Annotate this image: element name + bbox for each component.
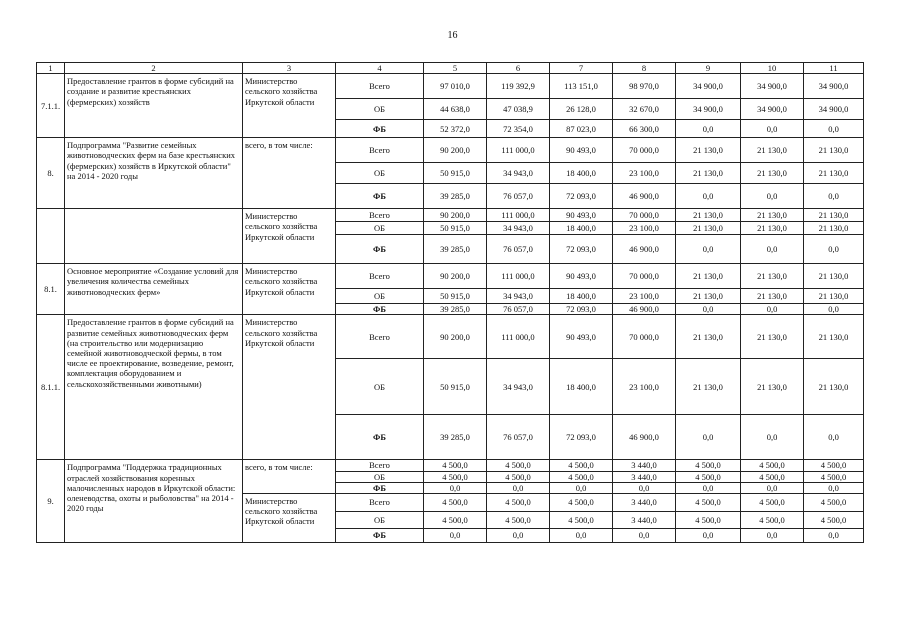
- amount-cell: 4 500,0: [424, 511, 487, 528]
- amount-cell: 46 900,0: [613, 184, 676, 209]
- funding-source: Всего: [336, 264, 424, 289]
- header-cell: 10: [741, 63, 804, 74]
- funding-source: ОБ: [336, 359, 424, 415]
- amount-cell: 76 057,0: [487, 304, 550, 315]
- amount-cell: 23 100,0: [613, 163, 676, 184]
- amount-cell: 0,0: [804, 235, 864, 264]
- amount-cell: 98 970,0: [613, 74, 676, 99]
- amount-cell: 4 500,0: [676, 471, 741, 482]
- funding-source: ОБ: [336, 511, 424, 528]
- amount-cell: 0,0: [487, 528, 550, 542]
- amount-cell: 21 130,0: [676, 163, 741, 184]
- funding-source: ФБ: [336, 304, 424, 315]
- amount-cell: 72 354,0: [487, 120, 550, 138]
- amount-cell: 34 943,0: [487, 163, 550, 184]
- amount-cell: 72 093,0: [550, 235, 613, 264]
- amount-cell: 0,0: [613, 482, 676, 493]
- amount-cell: 4 500,0: [424, 493, 487, 511]
- item-number: [37, 209, 65, 264]
- amount-cell: 111 000,0: [487, 138, 550, 163]
- amount-cell: 111 000,0: [487, 209, 550, 222]
- executor: Министерство сельского хозяйства Иркутской области: [243, 264, 336, 315]
- table-row: [37, 138, 864, 163]
- header-cell: 6: [487, 63, 550, 74]
- amount-cell: 4 500,0: [424, 471, 487, 482]
- amount-cell: 0,0: [550, 528, 613, 542]
- amount-cell: 76 057,0: [487, 184, 550, 209]
- amount-cell: 72 093,0: [550, 184, 613, 209]
- amount-cell: 23 100,0: [613, 289, 676, 304]
- amount-cell: 4 500,0: [676, 460, 741, 471]
- amount-cell: 21 130,0: [676, 209, 741, 222]
- amount-cell: 39 285,0: [424, 415, 487, 460]
- funding-source: ФБ: [336, 120, 424, 138]
- amount-cell: 0,0: [676, 235, 741, 264]
- amount-cell: 70 000,0: [613, 315, 676, 359]
- amount-cell: 21 130,0: [676, 289, 741, 304]
- table-row: [37, 264, 864, 289]
- funding-source: ОБ: [336, 163, 424, 184]
- funding-source: ФБ: [336, 482, 424, 493]
- amount-cell: 46 900,0: [613, 304, 676, 315]
- item-number: 8.1.: [37, 264, 65, 315]
- amount-cell: 76 057,0: [487, 415, 550, 460]
- amount-cell: 97 010,0: [424, 74, 487, 99]
- amount-cell: 21 130,0: [741, 315, 804, 359]
- funding-source: ФБ: [336, 235, 424, 264]
- funding-source: Всего: [336, 138, 424, 163]
- amount-cell: 4 500,0: [676, 511, 741, 528]
- executor: Министерство сельского хозяйства Иркутской области: [243, 74, 336, 138]
- amount-cell: 50 915,0: [424, 289, 487, 304]
- funding-source: ОБ: [336, 471, 424, 482]
- funding-source: ОБ: [336, 222, 424, 235]
- page-number: 16: [447, 30, 458, 41]
- item-number: 7.1.1.: [37, 74, 65, 138]
- amount-cell: 0,0: [676, 415, 741, 460]
- amount-cell: 90 200,0: [424, 138, 487, 163]
- amount-cell: 3 440,0: [613, 511, 676, 528]
- amount-cell: 70 000,0: [613, 209, 676, 222]
- amount-cell: 34 900,0: [741, 74, 804, 99]
- amount-cell: 87 023,0: [550, 120, 613, 138]
- amount-cell: 0,0: [741, 304, 804, 315]
- amount-cell: 46 900,0: [613, 235, 676, 264]
- header-cell: 1: [37, 63, 65, 74]
- amount-cell: 0,0: [741, 482, 804, 493]
- amount-cell: 0,0: [676, 528, 741, 542]
- item-name: Предоставление грантов в форме субсидий на развитие семейных животноводческих ферм (на строительство или модернизацию семейной животноводческой фермы, в том числе ее проектирование, возведение, ремонт, комплектация оборудованием и сельскохозяйственными животными): [65, 315, 243, 460]
- amount-cell: 0,0: [741, 415, 804, 460]
- header-cell: 5: [424, 63, 487, 74]
- amount-cell: 4 500,0: [487, 511, 550, 528]
- budget-table: [36, 62, 864, 543]
- amount-cell: 44 638,0: [424, 99, 487, 120]
- item-name: Подпрограмма "Развитие семейных животноводческих ферм на базе крестьянских (фермерских) хозяйств в Иркутской области" на 2014 - 2020 годы: [65, 138, 243, 209]
- header-cell: 2: [65, 63, 243, 74]
- amount-cell: 0,0: [613, 528, 676, 542]
- header-row: [37, 63, 864, 74]
- amount-cell: 72 093,0: [550, 415, 613, 460]
- funding-source: Всего: [336, 315, 424, 359]
- amount-cell: 70 000,0: [613, 264, 676, 289]
- amount-cell: 46 900,0: [613, 415, 676, 460]
- amount-cell: 90 200,0: [424, 264, 487, 289]
- funding-source: ФБ: [336, 184, 424, 209]
- amount-cell: 23 100,0: [613, 222, 676, 235]
- amount-cell: 21 130,0: [804, 209, 864, 222]
- amount-cell: 39 285,0: [424, 184, 487, 209]
- amount-cell: 21 130,0: [804, 359, 864, 415]
- amount-cell: 21 130,0: [804, 222, 864, 235]
- funding-source: ФБ: [336, 415, 424, 460]
- amount-cell: 0,0: [804, 415, 864, 460]
- amount-cell: 21 130,0: [741, 222, 804, 235]
- amount-cell: 4 500,0: [804, 460, 864, 471]
- amount-cell: 0,0: [676, 120, 741, 138]
- amount-cell: 90 493,0: [550, 209, 613, 222]
- amount-cell: 21 130,0: [676, 359, 741, 415]
- amount-cell: 18 400,0: [550, 289, 613, 304]
- table-row: [37, 74, 864, 99]
- funding-source: ОБ: [336, 99, 424, 120]
- header-cell: 3: [243, 63, 336, 74]
- table-row: [37, 315, 864, 359]
- funding-source: ОБ: [336, 289, 424, 304]
- item-name: [65, 209, 243, 264]
- amount-cell: 21 130,0: [676, 315, 741, 359]
- amount-cell: 39 285,0: [424, 235, 487, 264]
- amount-cell: 70 000,0: [613, 138, 676, 163]
- amount-cell: 72 093,0: [550, 304, 613, 315]
- amount-cell: 0,0: [487, 482, 550, 493]
- item-number: 9.: [37, 460, 65, 543]
- amount-cell: 21 130,0: [804, 264, 864, 289]
- amount-cell: 21 130,0: [741, 209, 804, 222]
- funding-source: ФБ: [336, 528, 424, 542]
- item-name: Подпрограмма "Поддержка традиционных отраслей хозяйствования коренных малочисленных народов в Иркутской области: оленеводства, охоты и рыболовства" на 2014 - 2020 годы: [65, 460, 243, 543]
- funding-source: Всего: [336, 460, 424, 471]
- amount-cell: 4 500,0: [741, 493, 804, 511]
- amount-cell: 4 500,0: [424, 460, 487, 471]
- amount-cell: 0,0: [676, 184, 741, 209]
- amount-cell: 111 000,0: [487, 264, 550, 289]
- amount-cell: 21 130,0: [676, 138, 741, 163]
- amount-cell: 4 500,0: [741, 460, 804, 471]
- amount-cell: 4 500,0: [804, 511, 864, 528]
- amount-cell: 4 500,0: [550, 511, 613, 528]
- amount-cell: 4 500,0: [550, 471, 613, 482]
- amount-cell: 76 057,0: [487, 235, 550, 264]
- amount-cell: 34 900,0: [676, 74, 741, 99]
- amount-cell: 0,0: [741, 528, 804, 542]
- amount-cell: 21 130,0: [676, 264, 741, 289]
- header-cell: 9: [676, 63, 741, 74]
- funding-source: Всего: [336, 209, 424, 222]
- amount-cell: 21 130,0: [741, 138, 804, 163]
- amount-cell: 34 900,0: [804, 99, 864, 120]
- amount-cell: 0,0: [804, 120, 864, 138]
- amount-cell: 0,0: [550, 482, 613, 493]
- amount-cell: 47 038,9: [487, 99, 550, 120]
- amount-cell: 0,0: [424, 528, 487, 542]
- header-cell: 11: [804, 63, 864, 74]
- amount-cell: 0,0: [804, 184, 864, 209]
- amount-cell: 18 400,0: [550, 163, 613, 184]
- item-name: Предоставление грантов в форме субсидий на создание и развитие крестьянских (фермерских) хозяйств: [65, 74, 243, 138]
- amount-cell: 34 943,0: [487, 359, 550, 415]
- amount-cell: 0,0: [804, 528, 864, 542]
- amount-cell: 4 500,0: [741, 471, 804, 482]
- executor: Министерство сельского хозяйства Иркутской области: [243, 209, 336, 264]
- amount-cell: 21 130,0: [804, 163, 864, 184]
- amount-cell: 21 130,0: [804, 289, 864, 304]
- amount-cell: 4 500,0: [550, 460, 613, 471]
- executor: всего, в том числе:: [243, 460, 336, 494]
- header-cell: 7: [550, 63, 613, 74]
- amount-cell: 18 400,0: [550, 359, 613, 415]
- amount-cell: 34 900,0: [741, 99, 804, 120]
- amount-cell: 0,0: [741, 184, 804, 209]
- amount-cell: 21 130,0: [741, 163, 804, 184]
- funding-source: Всего: [336, 74, 424, 99]
- amount-cell: 0,0: [676, 304, 741, 315]
- amount-cell: 90 200,0: [424, 315, 487, 359]
- amount-cell: 113 151,0: [550, 74, 613, 99]
- amount-cell: 66 300,0: [613, 120, 676, 138]
- amount-cell: 32 670,0: [613, 99, 676, 120]
- item-number: 8.1.1.: [37, 315, 65, 460]
- executor: Министерство сельского хозяйства Иркутской области: [243, 315, 336, 460]
- item-name: Основное мероприятие «Создание условий для увеличения количества семейных животноводческих ферм»: [65, 264, 243, 315]
- amount-cell: 90 493,0: [550, 315, 613, 359]
- amount-cell: 90 200,0: [424, 209, 487, 222]
- amount-cell: 4 500,0: [804, 493, 864, 511]
- amount-cell: 119 392,9: [487, 74, 550, 99]
- amount-cell: 3 440,0: [613, 460, 676, 471]
- amount-cell: 3 440,0: [613, 471, 676, 482]
- amount-cell: 21 130,0: [676, 222, 741, 235]
- amount-cell: 21 130,0: [804, 138, 864, 163]
- amount-cell: 4 500,0: [804, 471, 864, 482]
- amount-cell: 0,0: [741, 235, 804, 264]
- amount-cell: 50 915,0: [424, 359, 487, 415]
- amount-cell: 21 130,0: [804, 315, 864, 359]
- executor: Министерство сельского хозяйства Иркутской области: [243, 493, 336, 542]
- amount-cell: 111 000,0: [487, 315, 550, 359]
- amount-cell: 50 915,0: [424, 163, 487, 184]
- amount-cell: 0,0: [676, 482, 741, 493]
- header-cell: 4: [336, 63, 424, 74]
- amount-cell: 23 100,0: [613, 359, 676, 415]
- funding-source: Всего: [336, 493, 424, 511]
- amount-cell: 50 915,0: [424, 222, 487, 235]
- amount-cell: 21 130,0: [741, 289, 804, 304]
- amount-cell: 34 943,0: [487, 289, 550, 304]
- amount-cell: 4 500,0: [676, 493, 741, 511]
- header-cell: 8: [613, 63, 676, 74]
- amount-cell: 4 500,0: [487, 493, 550, 511]
- amount-cell: 0,0: [741, 120, 804, 138]
- amount-cell: 90 493,0: [550, 138, 613, 163]
- table-row: [37, 209, 864, 222]
- amount-cell: 4 500,0: [741, 511, 804, 528]
- amount-cell: 34 943,0: [487, 222, 550, 235]
- amount-cell: 3 440,0: [613, 493, 676, 511]
- amount-cell: 52 372,0: [424, 120, 487, 138]
- amount-cell: 34 900,0: [676, 99, 741, 120]
- amount-cell: 0,0: [804, 482, 864, 493]
- amount-cell: 21 130,0: [741, 359, 804, 415]
- amount-cell: 0,0: [804, 304, 864, 315]
- amount-cell: 21 130,0: [741, 264, 804, 289]
- amount-cell: 4 500,0: [487, 471, 550, 482]
- executor: всего, в том числе:: [243, 138, 336, 209]
- amount-cell: 4 500,0: [550, 493, 613, 511]
- table-row: [37, 460, 864, 471]
- amount-cell: 90 493,0: [550, 264, 613, 289]
- amount-cell: 18 400,0: [550, 222, 613, 235]
- item-number: 8.: [37, 138, 65, 209]
- amount-cell: 26 128,0: [550, 99, 613, 120]
- amount-cell: 34 900,0: [804, 74, 864, 99]
- amount-cell: 39 285,0: [424, 304, 487, 315]
- amount-cell: 4 500,0: [487, 460, 550, 471]
- amount-cell: 0,0: [424, 482, 487, 493]
